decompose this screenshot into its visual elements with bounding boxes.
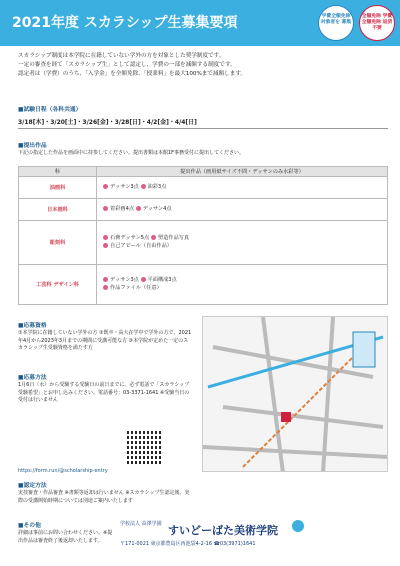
badge-scholarship: 学費全額免除 対象者を 募集 bbox=[318, 5, 354, 41]
table-row bbox=[19, 221, 388, 265]
table-header-works: 提出作品（画用紙サイズ不問・デッサンのみ水彩等） bbox=[97, 167, 388, 177]
how-body: 1月6日（水）から受験する受験日の前日までに、必ず電話で「スカラシップ受験希望」とお申し込みください。電話番号：03-3371-1641 ※受験当日の受付は行いません bbox=[18, 382, 190, 403]
bullet-icon bbox=[103, 184, 108, 189]
work-item: デッサン3点 bbox=[110, 277, 139, 283]
header-banner bbox=[0, 0, 400, 46]
work-item: 自己アピール（自由作品） bbox=[110, 242, 172, 249]
work-item: デッサン3点 bbox=[110, 183, 139, 190]
school-logo-icon bbox=[292, 520, 304, 532]
other-body: 詳細は事前にお問い合わせください。※提出作品は審査終了後返却いたします。 bbox=[18, 530, 113, 544]
works-table bbox=[18, 166, 388, 305]
dept-name: 彫刻科 bbox=[19, 221, 97, 265]
school-address: 〒171-0021 東京都豊島区西池袋4-2-16 ☎03(3971)1641 bbox=[120, 541, 256, 547]
bullet-icon bbox=[136, 206, 141, 211]
review-heading: ■ 認定方法 bbox=[18, 480, 47, 489]
bullet-icon bbox=[103, 277, 108, 282]
badge-tuition: 全額免除 学費全額免除 返済不要 bbox=[359, 5, 395, 41]
bullet-icon bbox=[103, 285, 108, 290]
works-note: 下記の指定した作品を画面中に持参してください。提出書類は本館1F事務受付に提出してください。 bbox=[18, 150, 245, 156]
bullet-icon bbox=[103, 243, 108, 248]
school-name: すいどーばた美術学院 bbox=[168, 524, 278, 537]
bullet-icon bbox=[103, 206, 108, 211]
table-row bbox=[19, 265, 388, 305]
apply-body: ①本学院に在籍していない学外の方 ②既卒・高大在学中で学外の方で、2021年4月から2023年3月までの期間に受講可能な方 ③本学院が定めた一定のスカラシップ生受験資格を満たす方 bbox=[18, 330, 192, 351]
table-header-dept: 科 bbox=[19, 167, 97, 177]
how-heading: ■ 応募方法 bbox=[18, 372, 47, 381]
dept-name: 日本画科 bbox=[19, 199, 97, 221]
page-title: 2021年度 スカラシップ生募集要項 bbox=[12, 15, 238, 31]
intro-line: 一定の審査を経て「スカラシップ生」として認定し、学費の一部を減額する制度です。 bbox=[18, 62, 236, 68]
work-item: 平面構成3点 bbox=[147, 277, 177, 283]
work-item: 作品ファイル（任意） bbox=[110, 284, 162, 291]
table-row bbox=[19, 199, 388, 221]
work-item: デッサン4点 bbox=[142, 205, 172, 212]
dept-name: 油画科 bbox=[19, 177, 97, 199]
dates-heading: ■ 試験日程（各科共通） bbox=[18, 104, 81, 113]
other-heading: ■ その他 bbox=[18, 520, 41, 529]
intro-text bbox=[18, 52, 388, 79]
bullet-icon bbox=[141, 277, 146, 282]
works-heading: ■ 提出作品 bbox=[18, 140, 47, 149]
review-body: 実技審査・作品審査 ※書類等返却は行いません ※スカラシップ生認定後、実際の受講開始時期については別途ご案内いたします bbox=[18, 490, 190, 504]
dept-name: 工芸科 デザイン科 bbox=[19, 265, 97, 305]
exam-dates: 3/18[木]・3/20[土]・3/26[金]・3/28[日]・4/2[金]・4/4[日] bbox=[18, 119, 197, 126]
apply-heading: ■ 応募資格 bbox=[18, 320, 47, 329]
bullet-icon bbox=[103, 235, 108, 240]
work-item: 塑造作品写真 bbox=[157, 235, 190, 241]
map-graphic bbox=[203, 317, 388, 472]
bullet-icon bbox=[141, 184, 146, 189]
intro-line: 認定者は（学費）のうち、「入学金」を全額免除、「授業料」を最大100%まで減額します。 bbox=[18, 71, 247, 77]
divider bbox=[18, 128, 388, 129]
work-item: 着彩画4点 bbox=[110, 205, 135, 212]
work-item: 石膏デッサン5点 bbox=[110, 235, 150, 241]
qr-pattern bbox=[127, 430, 161, 464]
intro-line: スカラシップ制度は本学院に在籍していない学外の方を対象とした奨学制度です。 bbox=[18, 53, 225, 59]
entry-url[interactable]: https://form.run/@scholarship-entry bbox=[18, 468, 108, 474]
access-map bbox=[202, 316, 388, 472]
work-item: 油彩3点 bbox=[147, 183, 167, 190]
table-row bbox=[19, 177, 388, 199]
corp-name: 学校法人 高澤学園 bbox=[120, 521, 162, 527]
bullet-icon bbox=[151, 235, 156, 240]
